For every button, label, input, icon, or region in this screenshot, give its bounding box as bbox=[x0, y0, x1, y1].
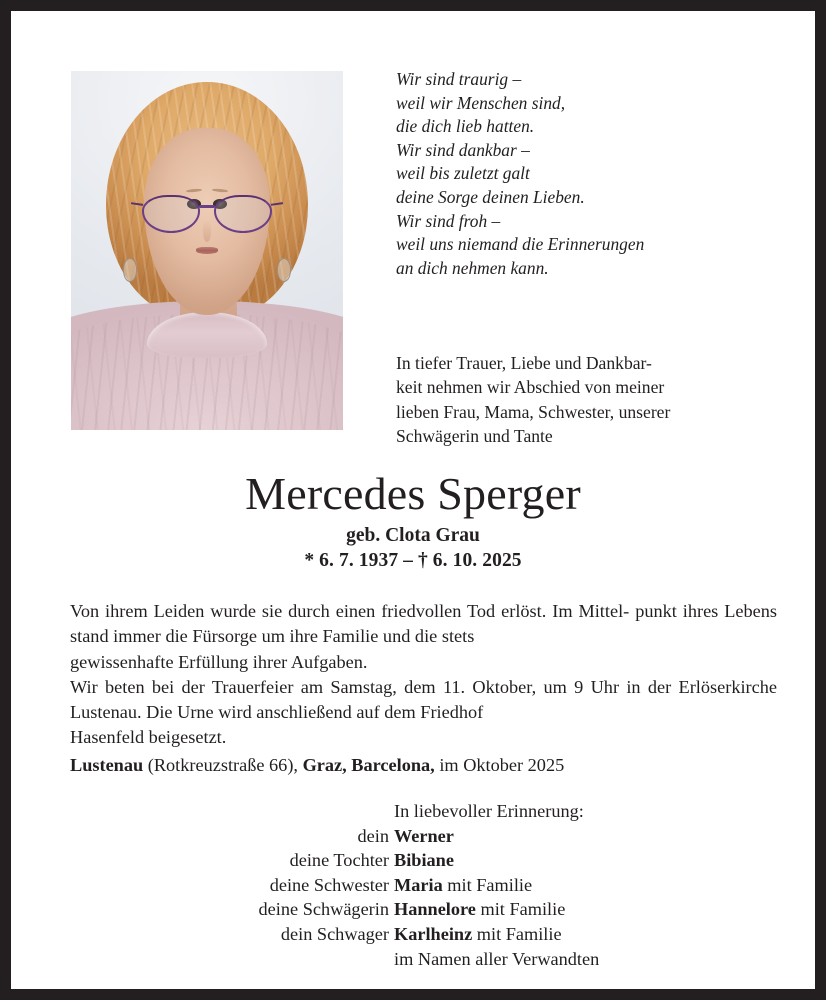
survivor-row bbox=[11, 922, 815, 947]
place-and-date-line bbox=[70, 753, 777, 778]
survivor-relation: deine Tochter bbox=[289, 850, 389, 871]
earring-right bbox=[277, 258, 292, 282]
survivors-heading: In liebevoller Erinnerung: bbox=[394, 801, 584, 821]
body-paragraph-2 bbox=[70, 675, 777, 751]
survivors-list bbox=[11, 799, 815, 971]
lens-left bbox=[142, 195, 201, 233]
survivor-name: Bibiane bbox=[394, 850, 454, 871]
memorial-poem bbox=[396, 68, 756, 280]
intro-line: lieben Frau, Mama, Schwester, unserer bbox=[396, 401, 671, 422]
portrait-photo bbox=[71, 71, 343, 430]
survivor-row bbox=[11, 848, 815, 873]
mourning-frame-bottom bbox=[0, 989, 826, 1000]
survivor-name: Werner bbox=[394, 825, 454, 846]
place-cities: Graz, Barcelona, bbox=[302, 755, 435, 775]
survivor-suffix: mit Familie bbox=[472, 923, 562, 944]
intro-line: In tiefer Trauer, Liebe und Dankbar- bbox=[396, 353, 652, 373]
survivor-relation: deine Schwester bbox=[269, 874, 389, 895]
poem-line: deine Sorge deinen Lieben. bbox=[396, 186, 585, 207]
intro-line: keit nehmen wir Abschied von meiner bbox=[396, 377, 665, 398]
place-date: im Oktober 2025 bbox=[434, 755, 565, 775]
mouth bbox=[196, 247, 219, 254]
place-address: (Rotkreuzstraße 66), bbox=[143, 755, 303, 775]
deceased-name-block bbox=[11, 466, 815, 573]
survivor-name-cell bbox=[394, 922, 562, 947]
poem-line: weil uns niemand die Erinnerungen bbox=[396, 234, 645, 255]
survivor-name: Maria bbox=[394, 874, 443, 895]
poem-line: weil wir Menschen sind, bbox=[396, 92, 566, 113]
body-line: gewissenhafte Erfüllung ihrer Aufgaben. bbox=[70, 651, 368, 672]
body-paragraph-1 bbox=[70, 599, 777, 675]
life-dates: * 6. 7. 1937 – † 6. 10. 2025 bbox=[304, 550, 522, 571]
place-town: Lustenau bbox=[70, 755, 144, 775]
body-line: Hasenfeld beigesetzt. bbox=[70, 727, 227, 748]
body-line: punkt ihres Lebens stand immer die Fürsorge um ihre Familie und die stets bbox=[70, 601, 778, 647]
survivor-name-cell bbox=[394, 824, 454, 849]
mourning-frame-right bbox=[815, 0, 826, 1000]
survivor-relation: deine Schwägerin bbox=[258, 899, 389, 920]
survivor-name: Hannelore bbox=[394, 899, 476, 920]
poem-line: an dich nehmen kann. bbox=[396, 257, 549, 278]
survivor-relation: dein bbox=[357, 825, 389, 846]
survivor-row bbox=[11, 873, 815, 898]
survivor-relation: dein Schwager bbox=[280, 923, 389, 944]
survivors-footer: im Namen aller Verwandten bbox=[394, 948, 600, 969]
body-line: Von ihrem Leiden wurde sie durch einen friedvollen Tod erlöst. Im Mittel- bbox=[70, 601, 630, 621]
maiden-name: geb. Clota Grau bbox=[346, 525, 480, 546]
poem-line: weil bis zuletzt galt bbox=[396, 163, 530, 184]
mourning-intro bbox=[396, 351, 772, 448]
poem-line: Wir sind dankbar – bbox=[396, 139, 530, 160]
obituary-body bbox=[70, 599, 777, 751]
survivor-suffix: mit Familie bbox=[442, 874, 533, 895]
mourning-frame-top bbox=[0, 0, 826, 11]
intro-line: Schwägerin und Tante bbox=[396, 425, 553, 446]
deceased-name: Mercedes Sperger bbox=[245, 468, 581, 519]
survivor-name-cell bbox=[394, 848, 454, 873]
photo-background bbox=[71, 71, 343, 430]
lens-right bbox=[214, 195, 273, 233]
survivor-row bbox=[11, 824, 815, 849]
glasses-bridge bbox=[199, 205, 215, 207]
notice-inner bbox=[11, 11, 815, 989]
survivor-name-cell bbox=[394, 897, 565, 922]
eyeglasses bbox=[142, 191, 273, 238]
mourning-frame-left bbox=[0, 0, 11, 1000]
survivor-name: Karlheinz bbox=[394, 923, 473, 944]
poem-line: Wir sind froh – bbox=[396, 210, 501, 231]
poem-line: Wir sind traurig – bbox=[396, 69, 522, 89]
survivor-name-cell bbox=[394, 873, 532, 898]
body-line: der Erlöserkirche Lustenau. Die Urne wird anschließend auf dem Friedhof bbox=[70, 676, 777, 723]
body-line: Wir beten bei der Trauerfeier am Samstag, dem 11. Oktober, um 9 Uhr in bbox=[70, 676, 641, 697]
survivor-suffix: mit Familie bbox=[475, 899, 566, 920]
survivor-row bbox=[11, 897, 815, 922]
earring-left bbox=[123, 258, 138, 282]
poem-line: die dich lieb hatten. bbox=[396, 116, 535, 137]
